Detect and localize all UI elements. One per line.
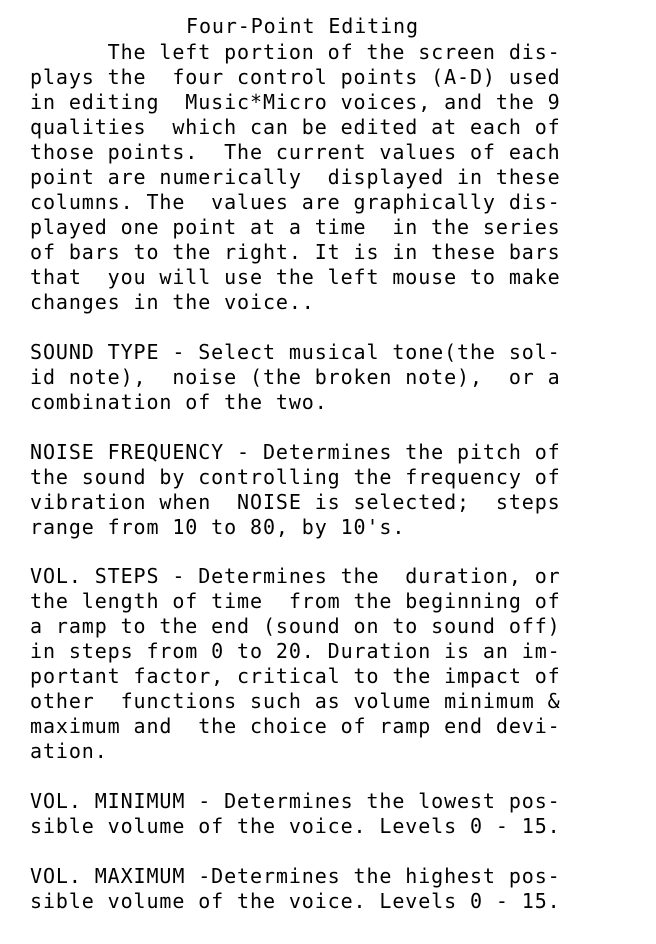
text-line: VOL. MINIMUM - Determines the lowest pos- bbox=[30, 789, 561, 813]
text-line: columns. The values are graphically dis- bbox=[30, 190, 561, 214]
text-line: that you will use the left mouse to make bbox=[30, 265, 561, 289]
text-line: of bars to the right. It is in these bars bbox=[30, 240, 561, 264]
text-line: vibration when NOISE is selected; steps bbox=[30, 490, 561, 514]
text-line: the length of time from the beginning of bbox=[30, 589, 561, 613]
text-line: maximum and the choice of ramp end devi- bbox=[30, 714, 561, 738]
text-line: played one point at a time in the series bbox=[30, 215, 561, 239]
text-line: sible volume of the voice. Levels 0 - 15. bbox=[30, 889, 561, 913]
page-title: Four-Point Editing bbox=[186, 14, 419, 38]
text-line: a ramp to the end (sound on to sound off) bbox=[30, 614, 561, 638]
text-line: in steps from 0 to 20. Duration is an im- bbox=[30, 639, 561, 663]
text-line: changes in the voice.. bbox=[30, 290, 315, 314]
text-line: The left portion of the screen dis- bbox=[30, 40, 561, 64]
text-line: id note), noise (the broken note), or a bbox=[30, 365, 561, 389]
text-line: qualities which can be edited at each of bbox=[30, 115, 561, 139]
text-line: ation. bbox=[30, 739, 108, 763]
text-line: sible volume of the voice. Levels 0 - 15. bbox=[30, 814, 561, 838]
text-line: portant factor, critical to the impact of bbox=[30, 664, 561, 688]
text-line: SOUND TYPE - Select musical tone(the sol- bbox=[30, 340, 561, 364]
text-line: those points. The current values of each bbox=[30, 140, 561, 164]
text-line: in editing Music*Micro voices, and the 9 bbox=[30, 90, 561, 114]
text-line: point are numerically displayed in these bbox=[30, 165, 561, 189]
text-line: VOL. STEPS - Determines the duration, or bbox=[30, 564, 561, 588]
text-line: other functions such as volume minimum & bbox=[30, 689, 561, 713]
text-line: NOISE FREQUENCY - Determines the pitch of bbox=[30, 440, 561, 464]
text-line: combination of the two. bbox=[30, 390, 328, 414]
text-line: range from 10 to 80, by 10's. bbox=[30, 515, 406, 539]
text-line: VOL. MAXIMUM -Determines the highest pos- bbox=[30, 864, 561, 888]
text-line: plays the four control points (A-D) used bbox=[30, 65, 561, 89]
text-line: the sound by controlling the frequency of bbox=[30, 465, 561, 489]
